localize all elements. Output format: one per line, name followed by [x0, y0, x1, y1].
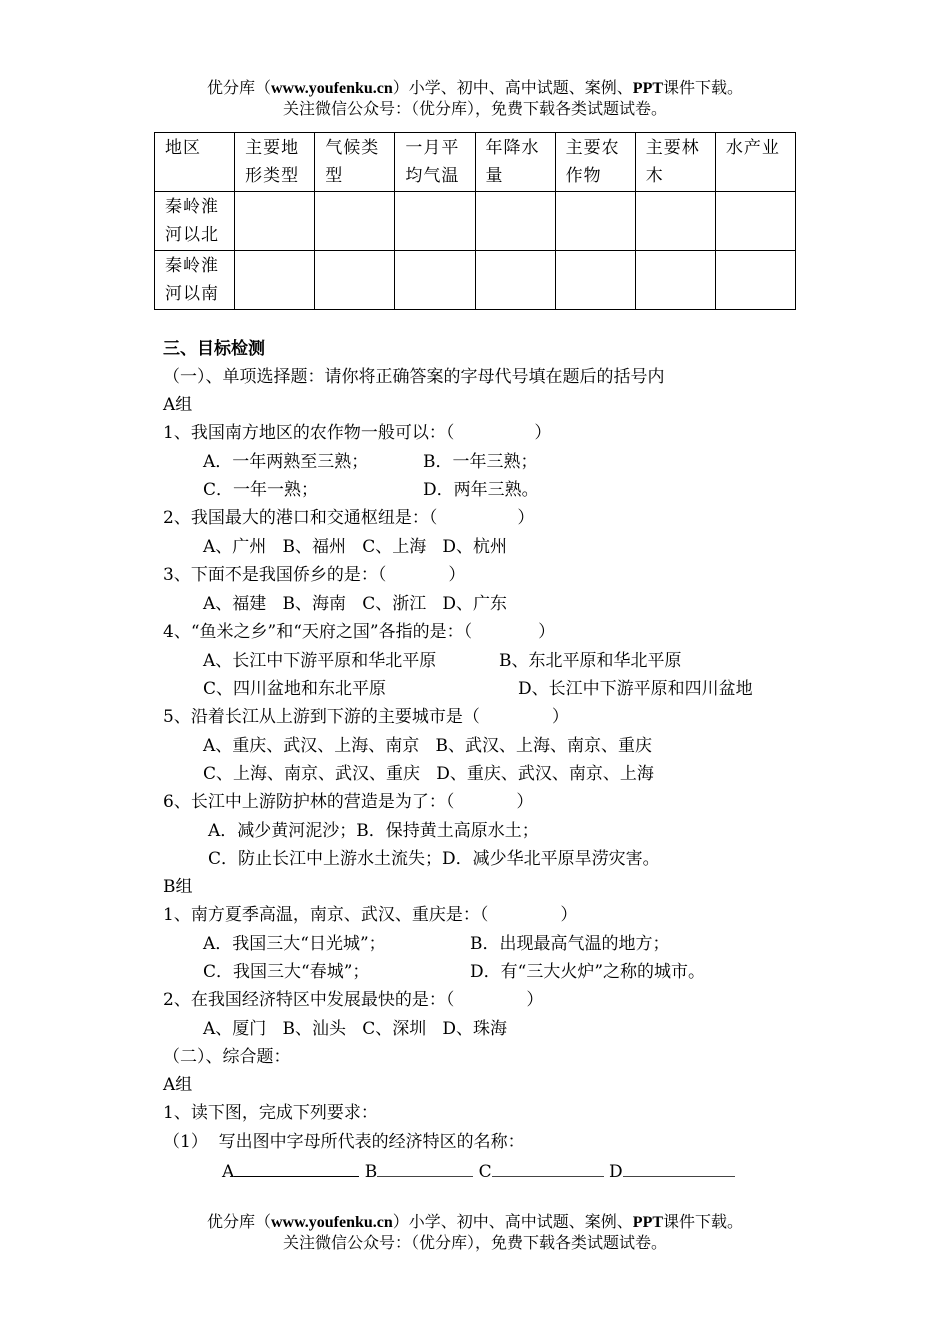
q4-option-d: D、长江中下游平原和四川盆地	[518, 679, 753, 699]
table-header-cell: 年降水 量	[475, 133, 555, 192]
table-row-label: 秦岭淮 河以北	[155, 192, 235, 251]
b1-option-a: A．我国三大“日光城”；	[203, 934, 386, 954]
b1-option-b: B．出现最高气温的地方；	[470, 934, 670, 954]
group-a-label: A组	[163, 395, 193, 415]
table-cell[interactable]	[555, 251, 635, 310]
fill-blank-d[interactable]	[623, 1160, 735, 1177]
question-c1-1: （1） 写出图中字母所代表的经济特区的名称：	[163, 1132, 525, 1152]
q4-option-b: B、东北平原和华北平原	[499, 651, 682, 671]
table-row	[155, 192, 796, 251]
table-cell[interactable]	[475, 251, 555, 310]
table-cell[interactable]	[395, 192, 475, 251]
b2-options: A、厦门 B、汕头 C、深圳 D、珠海	[203, 1019, 508, 1039]
q6-options-cd: C．防止长江中上游水土流失；D．减少华北平原旱涝灾害。	[208, 849, 660, 869]
b1-option-d: D．有“三大火炉”之称的城市。	[470, 962, 706, 982]
table-row-label: 秦岭淮 河以南	[155, 251, 235, 310]
table-cell[interactable]	[715, 192, 795, 251]
table-header-cell: 一月平 均气温	[395, 133, 475, 192]
q1-option-d: D．两年三熟。	[423, 480, 539, 500]
footer-line-1: 优分库（www.youfenku.cn）小学、初中、高中试题、案例、PPT课件下载。	[206, 1212, 744, 1231]
table-cell[interactable]	[395, 251, 475, 310]
b1-option-c: C．我国三大“春城”；	[203, 962, 370, 982]
table-header-cell: 主要林 木	[635, 133, 715, 192]
table-cell[interactable]	[715, 251, 795, 310]
table-cell[interactable]	[635, 192, 715, 251]
q2-options: A、广州 B、福州 C、上海 D、杭州	[203, 537, 508, 557]
table-cell[interactable]	[555, 192, 635, 251]
q5-options-ab: A、重庆、武汉、上海、南京 B、武汉、上海、南京、重庆	[203, 736, 652, 756]
table-header-cell: 主要农 作物	[555, 133, 635, 192]
q1-option-c: C．一年一熟；	[203, 480, 319, 500]
table-cell[interactable]	[635, 251, 715, 310]
question-6: 6、长江中上游防护林的营造是为了：（ ）	[163, 792, 534, 812]
table-header-cell: 地区	[155, 133, 235, 192]
section-title: 三、目标检测	[163, 339, 265, 359]
table-row	[155, 251, 796, 310]
q3-options: A、福建 B、海南 C、浙江 D、广东	[203, 594, 508, 614]
fill-blank-b[interactable]	[377, 1160, 473, 1177]
question-1: 1、我国南方地区的农作物一般可以：（ ）	[163, 423, 552, 443]
q4-option-a: A、长江中下游平原和华北平原	[203, 651, 437, 671]
region-comparison-table	[154, 132, 796, 310]
question-5: 5、沿着长江从上游到下游的主要城市是（ ）	[163, 707, 569, 727]
header-line-2: 关注微信公众号：（优分库），免费下载各类试题试卷。	[282, 99, 667, 118]
group-a2-label: A组	[163, 1075, 193, 1095]
question-b1: 1、南方夏季高温，南京、武汉、重庆是：（ ）	[163, 905, 578, 925]
fill-blank-row: A B C D	[222, 1160, 735, 1183]
table-cell[interactable]	[315, 251, 395, 310]
q6-options-ab: A．减少黄河泥沙；B．保持黄土高原水土；	[208, 821, 539, 841]
header-line-1: 优分库（www.youfenku.cn）小学、初中、高中试题、案例、PPT课件下载。	[206, 78, 744, 97]
table-cell[interactable]	[235, 251, 315, 310]
q5-options-cd: C、上海、南京、武汉、重庆 D、重庆、武汉、南京、上海	[203, 764, 654, 784]
group-b-label: B组	[163, 877, 193, 897]
q1-option-a: A．一年两熟至三熟；	[203, 452, 369, 472]
question-4: 4、“鱼米之乡”和“天府之国”各指的是：（ ）	[163, 622, 556, 642]
question-3: 3、下面不是我国侨乡的是：（ ）	[163, 565, 466, 585]
part1-heading: （一）、单项选择题：请你将正确答案的字母代号填在题后的括号内	[163, 367, 665, 387]
fill-blank-a[interactable]	[234, 1160, 359, 1177]
table-cell[interactable]	[235, 192, 315, 251]
question-c1: 1、读下图，完成下列要求：	[163, 1103, 378, 1123]
question-b2: 2、在我国经济特区中发展最快的是：（ ）	[163, 990, 544, 1010]
table-cell[interactable]	[315, 192, 395, 251]
table-header-cell: 水产业	[715, 133, 795, 192]
table-header-cell: 主要地 形类型	[235, 133, 315, 192]
q1-option-b: B．一年三熟；	[423, 452, 538, 472]
footer-line-2: 关注微信公众号：（优分库），免费下载各类试题试卷。	[282, 1233, 667, 1252]
question-2: 2、我国最大的港口和交通枢纽是：（ ）	[163, 508, 535, 528]
q4-option-c: C、四川盆地和东北平原	[203, 679, 387, 699]
part2-heading: （二）、综合题：	[163, 1047, 291, 1067]
table-cell[interactable]	[475, 192, 555, 251]
fill-blank-c[interactable]	[492, 1160, 604, 1177]
table-header-cell: 气候类 型	[315, 133, 395, 192]
table-header-row	[155, 133, 796, 192]
